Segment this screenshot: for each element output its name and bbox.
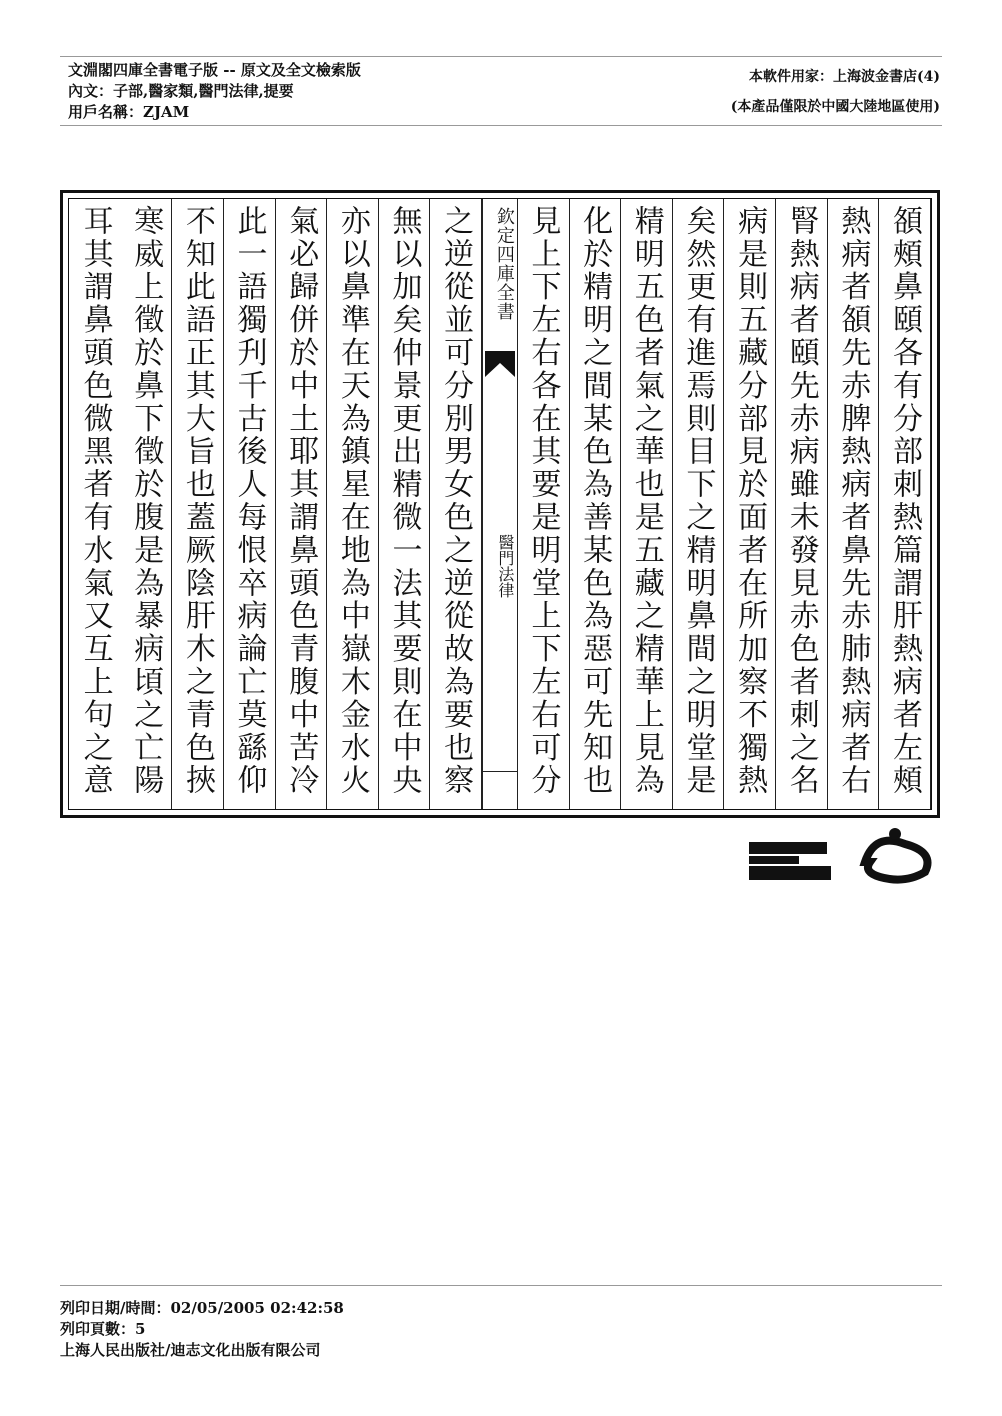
center-section-title: 醫門法律 (495, 534, 515, 598)
text-column: 氣必歸併於中土耶其謂鼻頭色青腹中苦冷 (276, 199, 328, 809)
text-column: 見上下左右各在其要是明堂上下左右可分 (518, 199, 570, 809)
header-title: 文淵閣四庫全書電子版 -- 原文及全文檢索版 (68, 61, 361, 79)
text-column: 精明五色者氣之華也是五藏之精華上見為 (621, 199, 673, 809)
text-column: 亦以鼻準在天為鎮星在地為中嶽木金水火 (327, 199, 379, 809)
text-column: 此一語獨刋千古後人每恨卒病論亡莫繇仰 (224, 199, 276, 809)
book-page-columns (68, 198, 932, 810)
text-column: 矣然更有進焉則目下之精明鼻間之明堂是 (673, 199, 725, 809)
header-licensee: 本軟件用家：上海波金書店(4) (749, 69, 940, 85)
brand-logo-icon (745, 822, 945, 892)
text-column: 化於精明之間某色為善某色為惡可先知也 (570, 199, 622, 809)
header-top-rule (60, 56, 942, 57)
header-bottom-rule (60, 125, 942, 126)
text-column: 頟頰鼻頤各有分部刺熱篇謂肝熱病者左頰 (879, 199, 931, 809)
header-user-name: 用戶名稱：ZJAM (68, 103, 190, 121)
print-page-count: 列印頁數：5 (60, 1320, 146, 1338)
footer (60, 1298, 344, 1361)
text-column: 熱病者頟先赤脾熱病者鼻先赤肺熱病者右 (828, 199, 880, 809)
center-divider (483, 771, 517, 772)
text-column: 病是則五藏分部見於面者在所加察不獨熱 (724, 199, 776, 809)
header-region-notice: (本產品僅限於中國大陸地區使用) (730, 99, 940, 115)
footer-top-rule (60, 1285, 942, 1286)
center-book-title: 欽定四庫全書 (493, 207, 515, 321)
header-content-path: 內文：子部,醫家類,醫門法律,提要 (68, 82, 294, 100)
print-datetime: 列印日期/時間：02/05/2005 02:42:58 (60, 1299, 344, 1317)
center-fold-column (482, 199, 518, 809)
header-right (731, 62, 940, 122)
header-left (68, 60, 361, 123)
publisher-credit: 上海人民出版社/迪志文化出版有限公司 (60, 1341, 321, 1359)
text-column: 腎熱病者頤先赤病雖未發見赤色者刺之名 (776, 199, 828, 809)
text-column: 無以加矣仲景更出精微一法其要則在中央 (379, 199, 431, 809)
book-page-frame (60, 190, 940, 818)
text-column: 之逆從並可分別男女色之逆從故為要也察 (430, 199, 482, 809)
text-column: 寒威上徵於鼻下徵於腹是為暴病頃之亡陽 (121, 199, 173, 809)
text-column: 不知此語正其大旨也蓋厥陰肝木之青色挾 (172, 199, 224, 809)
fishtail-mark-icon (485, 351, 515, 377)
text-column: 耳其謂鼻頭色微黑者有水氣又互上句之意 (77, 205, 113, 798)
